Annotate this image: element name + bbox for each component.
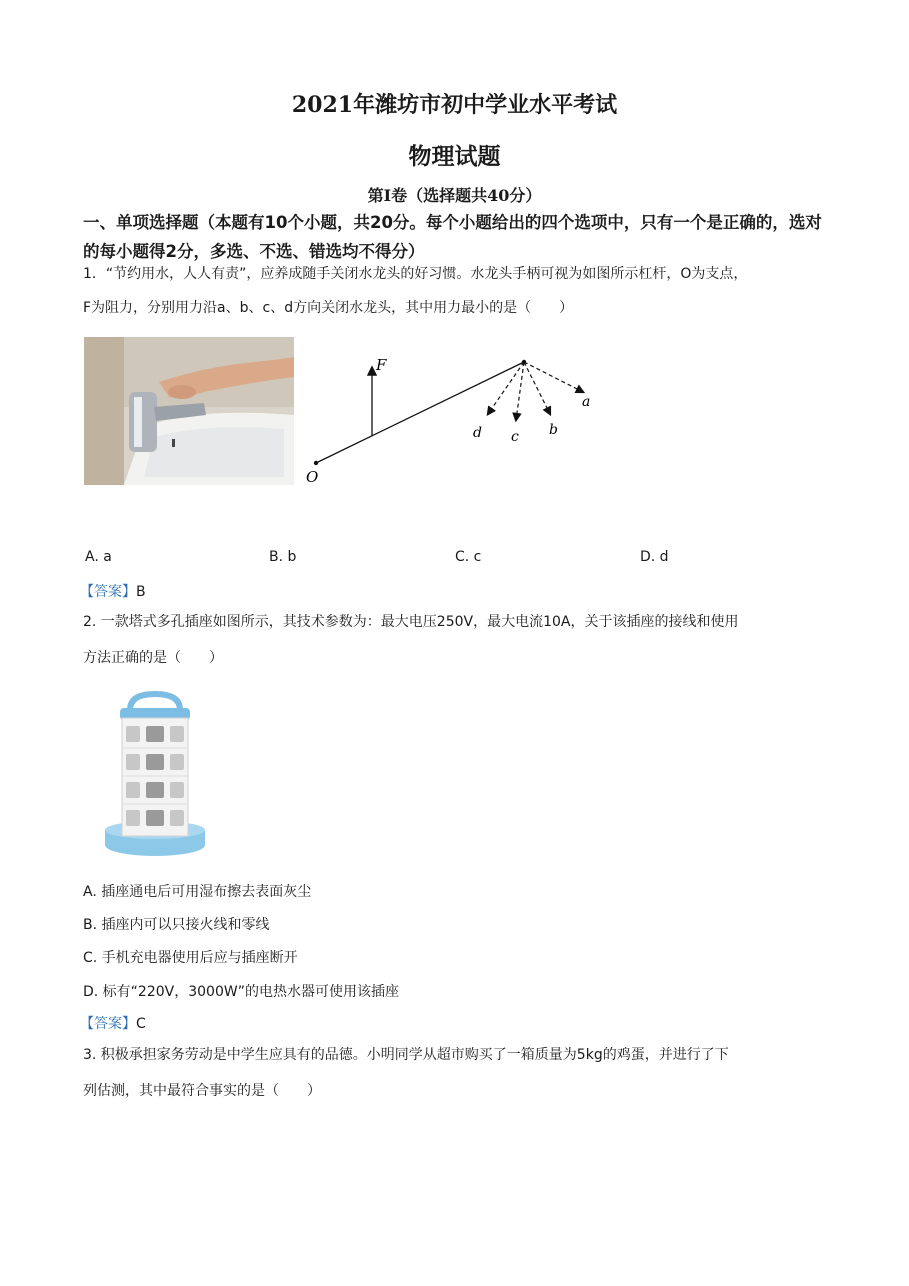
tower-socket-photo xyxy=(100,690,210,860)
q1-option-a: A. a xyxy=(85,549,112,565)
q1-answer-value: B xyxy=(136,584,146,600)
label-b: b xyxy=(549,422,558,438)
q2-option-b: B. 插座内可以只接火线和零线 xyxy=(83,917,270,933)
q2-answer-tag: 【答案】 xyxy=(80,1016,136,1032)
q1-answer xyxy=(80,581,146,601)
q2-option-d: D. 标有“220V，3000W”的电热水器可使用该插座 xyxy=(83,984,399,1000)
label-o: O xyxy=(306,468,319,486)
arrow-b xyxy=(524,362,550,414)
q1-answer-tag: 【答案】 xyxy=(80,584,136,600)
q1-option-d: D. d xyxy=(640,549,669,565)
label-d: d xyxy=(473,425,482,441)
q2-option-a: A. 插座通电后可用湿布擦去表面灰尘 xyxy=(83,884,312,900)
question-3-line-2: 列估测，其中最符合事实的是（ ） xyxy=(83,1083,321,1099)
section-heading: 一、单项选择题（本题有10个小题，共20分。每个小题给出的四个选项中，只有一个是正确的，选对的每小题得2分，多选、不选、错选均不得分） xyxy=(83,213,822,261)
arrow-a xyxy=(524,362,583,392)
exam-title: 2021年潍坊市初中学业水平考试 xyxy=(291,92,618,118)
label-a: a xyxy=(582,394,591,410)
q2-option-c: C. 手机充电器使用后应与插座断开 xyxy=(83,950,298,966)
pivot-point xyxy=(314,461,318,465)
lever-bar xyxy=(316,362,524,463)
question-2-line-2: 方法正确的是（ ） xyxy=(83,650,223,666)
question-1-line-2: F为阻力，分别用力沿a、b、c、d方向关闭水龙头，其中用力最小的是（ ） xyxy=(83,300,574,316)
paper-subtitle: 物理试题 xyxy=(408,143,501,170)
question-1-line-1: 1．“节约用水，人人有责”，应养成随手关闭水龙头的好习惯。水龙头手柄可视为如图所示杠杆，O为支点， xyxy=(83,266,748,282)
label-c: c xyxy=(511,429,519,445)
label-f: F xyxy=(376,356,387,374)
question-2-line-1: 2. 一款塔式多孔插座如图所示，其技术参数为：最大电压250V，最大电流10A，关于该插座的接线和使用 xyxy=(83,614,739,630)
volume-heading: 第I卷（选择题共40分） xyxy=(367,186,542,205)
arrow-d xyxy=(488,362,524,414)
arrow-c xyxy=(516,362,524,420)
question-3-line-1: 3. 积极承担家务劳动是中学生应具有的品德。小明同学从超市购买了一箱质量为5kg的鸡蛋，并进行了下 xyxy=(83,1047,729,1063)
q1-option-c: C. c xyxy=(455,549,482,565)
q2-answer xyxy=(80,1013,146,1033)
lever-diagram xyxy=(300,350,610,490)
q1-option-b: B. b xyxy=(269,549,297,565)
faucet-photo xyxy=(84,337,294,485)
q2-answer-value: C xyxy=(136,1016,146,1032)
